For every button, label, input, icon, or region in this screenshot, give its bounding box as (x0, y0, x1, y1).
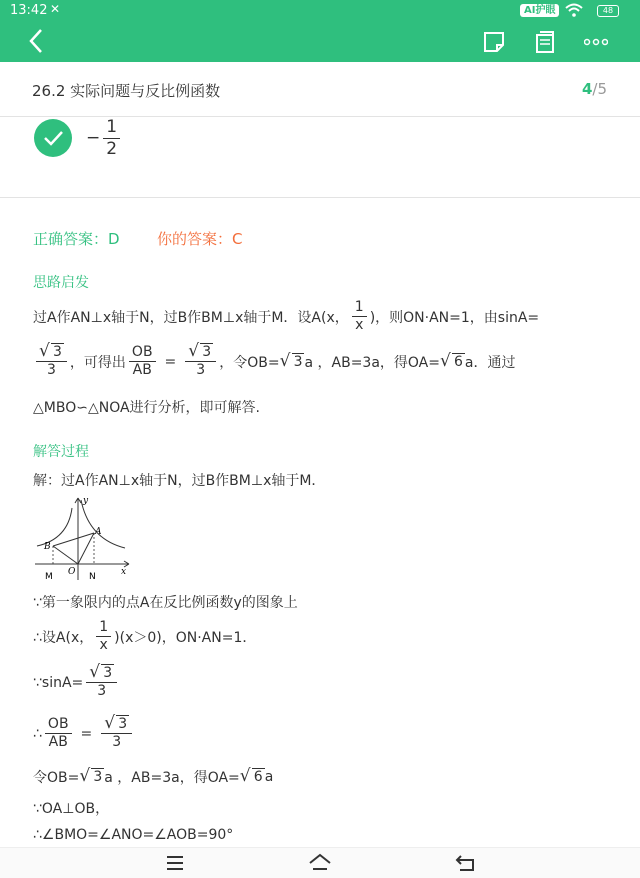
sqrt-value: 3 (202, 344, 212, 360)
label-a: A (95, 527, 102, 537)
fraction-denominator: 3 (97, 683, 107, 700)
hint-text: )，则ON·AN=1，由sinA= (369, 309, 540, 326)
label-m: M (45, 572, 53, 582)
answer-card-icon[interactable] (533, 30, 557, 58)
solution-line-2: ∵第一象限内的点A在反比例函数y的图象上 (33, 595, 298, 611)
label-y: y (83, 496, 89, 506)
ratio-fraction (129, 345, 156, 379)
sin-fraction (101, 717, 132, 751)
segment-ob (53, 546, 78, 564)
sqrt-expression (280, 354, 305, 370)
fraction-denominator: AB (132, 362, 152, 379)
hint-line-3: △MBO∽△NOA进行分析，即可解答. (33, 400, 260, 416)
system-nav-bar (0, 847, 640, 878)
more-icon[interactable] (584, 32, 608, 56)
ratio-fraction (45, 717, 72, 751)
battery-icon: 48 (597, 5, 619, 17)
fraction-numerator: OB (129, 345, 156, 362)
back-icon[interactable] (28, 28, 44, 58)
page-indicator (582, 80, 607, 98)
hint-text: ，令OB= (219, 354, 280, 371)
fraction-denominator: AB (48, 734, 68, 751)
label-o: O (68, 567, 76, 577)
sqrt-expression (240, 769, 265, 785)
sqrt-expression (440, 354, 465, 370)
option-value (86, 118, 123, 158)
sqrt-value: 3 (103, 665, 113, 681)
sqrt-value: 3 (53, 344, 62, 360)
page-title: 26.2 实际问题与反比例函数 (32, 82, 221, 100)
solution-text: ∴设A(x， (33, 629, 94, 646)
solution-text: 令OB= (33, 770, 80, 786)
solution-fraction (96, 620, 111, 654)
fraction-denominator: 2 (106, 138, 118, 159)
fraction-denominator: x (355, 317, 364, 334)
check-icon (34, 119, 72, 157)
solution-text: a (264, 769, 274, 785)
option-minus: − (86, 128, 101, 149)
sin-fraction (36, 345, 67, 379)
question-title-bar (0, 62, 640, 117)
equals-sign: = (164, 353, 177, 370)
eye-care-badge: AI护眼 (520, 4, 559, 17)
sqrt-expression (79, 769, 104, 785)
solution-line-7: ∵OA⊥OB， (33, 801, 110, 817)
curve-first-quadrant (81, 500, 125, 548)
menu-icon[interactable] (165, 854, 185, 876)
solution-line-8: ∴∠BMO=∠ANO=∠AOB=90° (33, 827, 234, 843)
hint-heading: 思路启发 (33, 275, 89, 291)
notification-icon: ✕ (50, 2, 61, 16)
sqrt-value: 3 (293, 353, 303, 370)
solution-text: )(x＞0)，ON·AN=1． (114, 629, 257, 646)
sin-fraction (185, 345, 216, 379)
solution-line-4 (33, 666, 120, 700)
solution-line-1: 解：过A作AN⊥x轴于N，过B作BM⊥x轴于M． (33, 473, 326, 489)
hint-text: a．通过 (464, 354, 516, 371)
equals-sign: = (80, 725, 93, 742)
label-n: N (89, 572, 96, 582)
solution-text: ∴ (33, 725, 42, 742)
sqrt-value: 3 (118, 716, 128, 732)
solution-line-6 (33, 767, 273, 787)
solution-line-5 (33, 717, 135, 751)
wifi-icon (565, 3, 583, 21)
label-b: B (44, 542, 51, 552)
fraction-numerator: 1 (352, 300, 367, 317)
fraction-denominator: x (99, 637, 108, 654)
app-bar (0, 22, 640, 62)
back-nav-icon[interactable] (455, 853, 477, 877)
option-fraction (103, 118, 120, 158)
sqrt-value: 6 (454, 353, 463, 370)
hint-text: a ，AB=3a，得OA= (304, 354, 440, 371)
coordinate-graph (33, 494, 133, 584)
page-total: /5 (592, 80, 607, 98)
hint-line-1 (33, 300, 539, 334)
correct-answer: 正确答案：D (33, 230, 120, 248)
fraction-denominator: 3 (47, 362, 56, 379)
curve-second-quadrant (37, 508, 72, 546)
page-current: 4 (581, 80, 593, 98)
hint-text: 过A作AN⊥x轴于N，过B作BM⊥x轴于M．设A(x， (33, 309, 349, 326)
fraction-denominator: 3 (196, 362, 206, 379)
your-answer: 你的答案：C (157, 230, 243, 248)
solution-text: ∵sinA= (33, 674, 84, 691)
sqrt-value: 3 (93, 769, 103, 785)
solution-text: a ，AB=3a，得OA= (104, 770, 240, 786)
sin-fraction (86, 666, 117, 700)
status-time: 13:42 (10, 3, 48, 18)
hint-text: ，可得出 (69, 354, 126, 371)
fraction-numerator: 1 (103, 118, 120, 139)
status-bar (0, 0, 640, 22)
hint-fraction (352, 300, 367, 334)
fraction-numerator: 1 (96, 620, 111, 637)
solution-line-3 (33, 620, 256, 654)
fraction-numerator: OB (45, 717, 72, 734)
sqrt-value: 6 (253, 769, 263, 785)
home-icon[interactable] (308, 853, 332, 877)
label-x: x (121, 567, 127, 577)
solution-heading: 解答过程 (33, 444, 89, 460)
fraction-denominator: 3 (112, 734, 122, 751)
hint-line-2 (33, 345, 516, 379)
note-icon[interactable] (482, 30, 506, 58)
